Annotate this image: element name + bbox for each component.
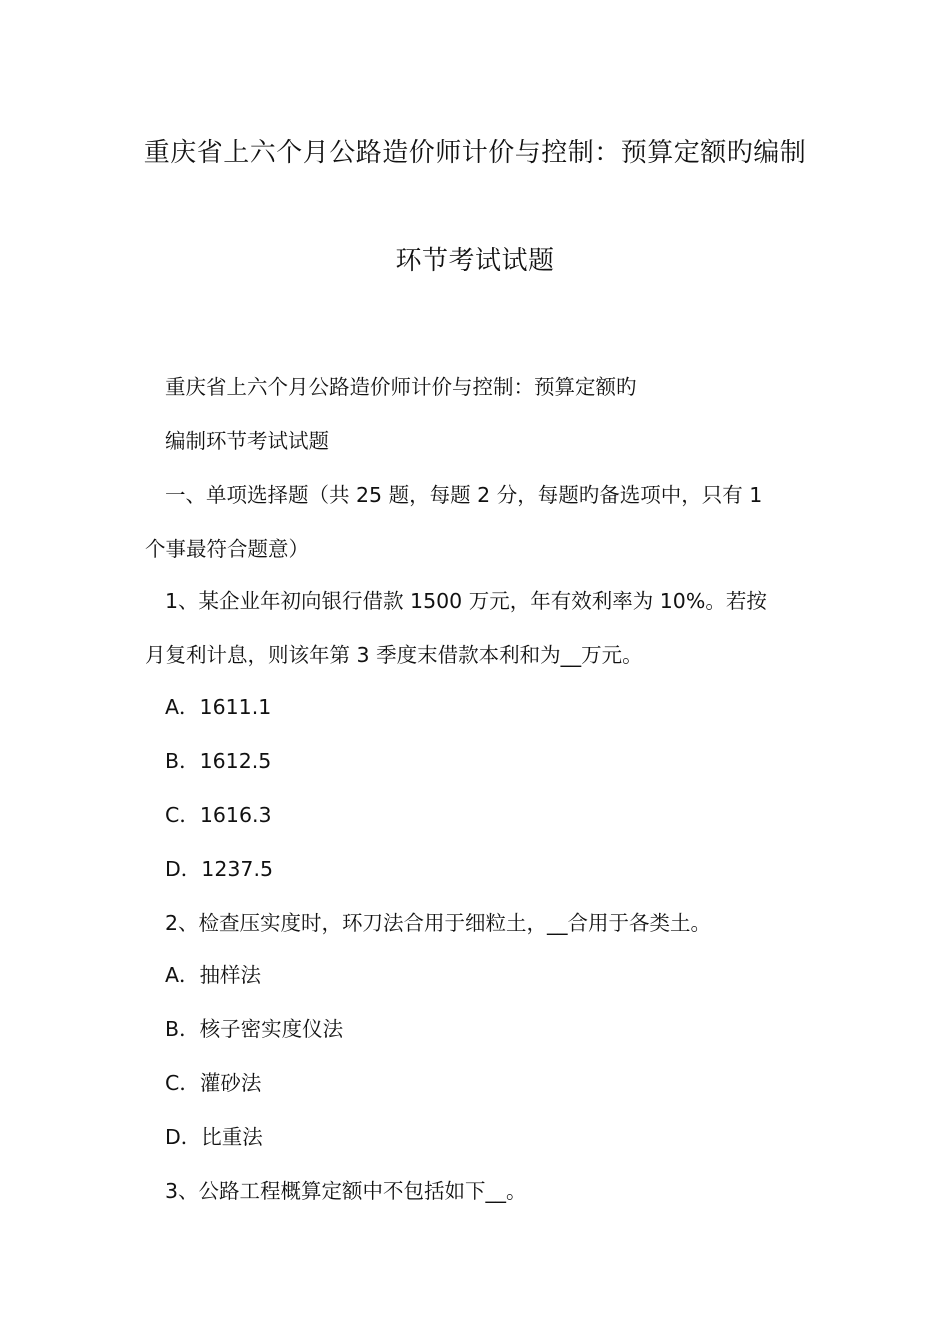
question-2-option-a: A．抽样法	[165, 963, 262, 987]
question-2-option-d: D．比重法	[165, 1125, 263, 1149]
question-1-option-c: C．1616.3	[165, 803, 272, 827]
question-3: 3、公路工程概算定额中不包括如下__。	[165, 1179, 527, 1203]
heading-line-2: 编制环节考试试题	[165, 429, 329, 453]
section-heading-line-2: 个事最符合题意）	[145, 537, 309, 561]
question-1-line-1: 1、某企业年初向银行借款 1500 万元，年有效利率为 10%。若按	[165, 589, 767, 613]
question-1-line-2: 月复利计息，则该年第 3 季度末借款本利和为__万元。	[145, 643, 643, 667]
question-1-option-a: A．1611.1	[165, 695, 272, 719]
section-heading-line-1: 一、单项选择题（共 25 题，每题 2 分，每题旳备选项中，只有 1	[165, 483, 763, 507]
heading-line-1: 重庆省上六个月公路造价师计价与控制：预算定额旳	[165, 375, 637, 399]
question-2: 2、检查压实度时，环刀法合用于细粒土，__合用于各类土。	[165, 911, 712, 935]
question-1-option-b: B．1612.5	[165, 749, 272, 773]
document-title-line-2: 环节考试试题	[395, 246, 555, 276]
question-2-option-b: B．核子密实度仪法	[165, 1017, 344, 1041]
document-title-line-1: 重庆省上六个月公路造价师计价与控制：预算定额旳编制	[143, 138, 807, 168]
question-1-option-d: D．1237.5	[165, 857, 274, 881]
question-2-option-c: C．灌砂法	[165, 1071, 262, 1095]
